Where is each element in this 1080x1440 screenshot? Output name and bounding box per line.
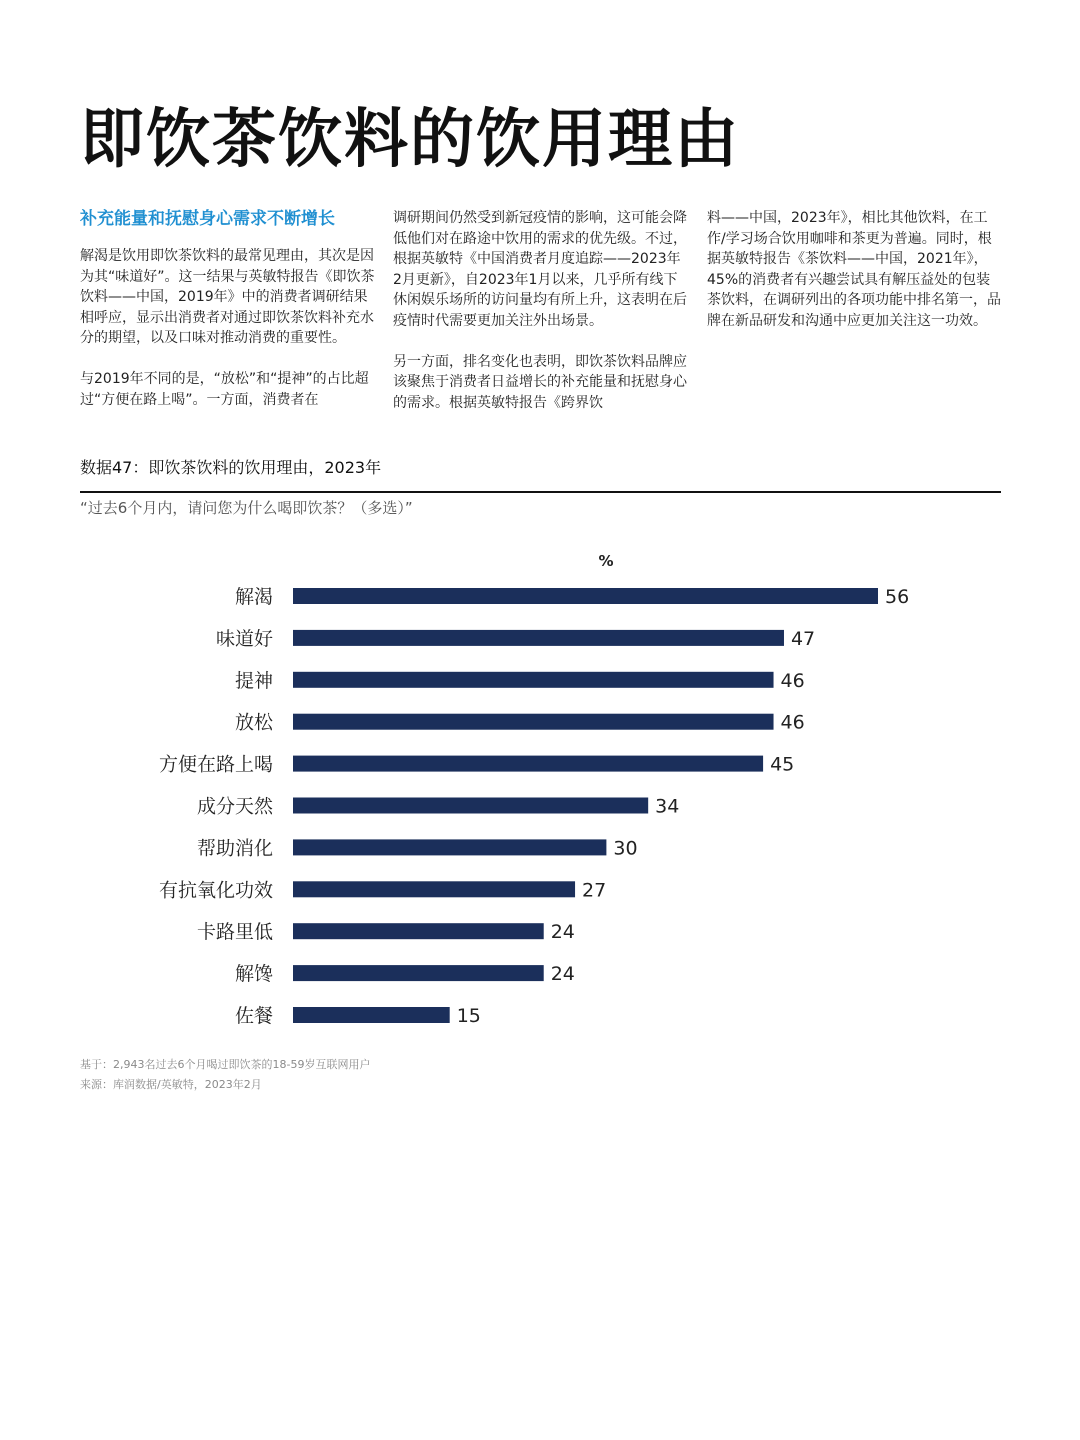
- value-label: 15: [456, 1005, 481, 1027]
- bar: [293, 839, 606, 855]
- paragraph: 另一方面，排名变化也表明，即饮茶饮料品牌应该聚焦于消费者日益增长的补充能量和抚慰身心的需求。根据英敏特报告《跨界饮: [393, 353, 687, 411]
- category-label: 帮助消化: [196, 837, 273, 860]
- value-label: 24: [550, 921, 575, 944]
- value-label: 34: [655, 795, 680, 818]
- category-label: 解馋: [234, 963, 273, 986]
- paragraph: 调研期间仍然受到新冠疫情的影响，这可能会降低他们对在路途中饮用的需求的优先级。不过，根据英敏特《中国消费者月度追踪——2023年2月更新》，自2023年1月以来，几乎所有线下休闲娱乐场所的访问量均有所上升，这表明在后疫情时代需要更加关注外出场景。: [393, 210, 687, 329]
- value-label: 27: [582, 879, 607, 902]
- category-label: 提神: [234, 669, 273, 692]
- unit-label: %: [598, 552, 614, 570]
- paragraph: 与2019年不同的是，“放松”和“提神”的占比超过“方便在路上喝”。一方面，消费者在: [80, 370, 369, 408]
- bar: [293, 923, 544, 939]
- category-label: 放松: [234, 711, 273, 734]
- value-label: 46: [780, 711, 805, 734]
- section-subheading: 补充能量和抚慰身心需求不断增长: [80, 209, 335, 229]
- value-label: 24: [550, 963, 575, 986]
- bar: [293, 1007, 450, 1023]
- source-note: 来源：库润数据/英敏特，2023年2月: [80, 1078, 262, 1091]
- bar: [293, 714, 774, 730]
- figure-question: “过去6个月内，请问您为什么喝即饮茶？（多选）”: [80, 499, 413, 517]
- bar: [293, 672, 774, 688]
- text-column-2: [393, 208, 689, 413]
- category-label: 有抗氧化功效: [158, 879, 273, 902]
- bar-chart: [0, 540, 1080, 1040]
- bar: [293, 588, 878, 604]
- bar: [293, 965, 544, 981]
- category-label: 成分天然: [196, 795, 273, 818]
- category-label: 方便在路上喝: [158, 753, 273, 776]
- figure-divider: [80, 491, 1001, 493]
- value-label: 45: [770, 753, 795, 776]
- category-label: 解渴: [234, 586, 273, 608]
- text-column-3: [707, 208, 1003, 332]
- bar: [293, 756, 763, 772]
- paragraph: 料——中国，2023年》，相比其他饮料，在工作/学习场合饮用咖啡和茶更为普遍。同时，根据英敏特报告《茶饮料——中国，2021年》，45%的消费者有兴趣尝试具有解压益处的包装茶饮料，在调研列出的各项功能中排名第一，品牌在新品研发和沟通中应更加关注这一功效。: [707, 210, 1001, 329]
- figure-title: 数据47：即饮茶饮料的饮用理由，2023年: [80, 458, 382, 477]
- category-label: 卡路里低: [196, 921, 273, 944]
- bar: [293, 630, 784, 646]
- base-note: 基于：2,943名过去6个月喝过即饮茶的18-59岁互联网用户: [80, 1058, 371, 1071]
- bar: [293, 881, 575, 897]
- value-label: 56: [885, 586, 910, 608]
- page-title: 即饮茶饮料的饮用理由: [80, 103, 740, 177]
- value-label: 46: [780, 669, 805, 692]
- value-label: 47: [790, 627, 816, 650]
- paragraph: 解渴是饮用即饮茶饮料的最常见理由，其次是因为其“味道好”。这一结果与英敏特报告《即饮茶饮料——中国，2019年》中的消费者调研结果相呼应，显示出消费者对通过即饮茶饮料补充水分的期望，以及口味对推动消费的重要性。: [80, 248, 375, 347]
- value-label: 30: [613, 837, 638, 860]
- category-label: 味道好: [215, 627, 273, 650]
- text-column-1: [80, 208, 376, 410]
- category-label: 佐餐: [234, 1005, 273, 1027]
- bar: [293, 798, 648, 814]
